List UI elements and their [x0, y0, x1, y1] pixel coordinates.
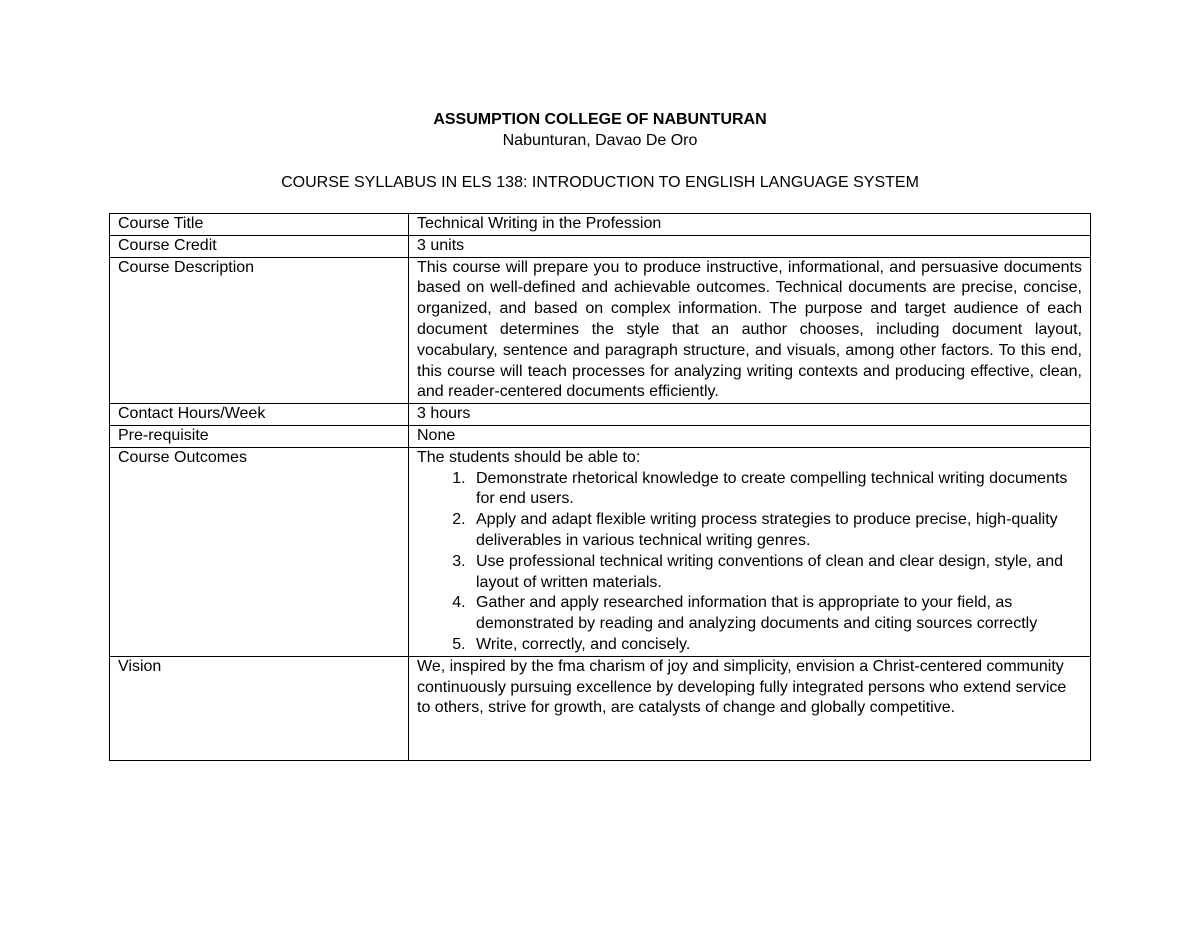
table-row	[110, 235, 1091, 257]
list-item: 2. Apply and adapt flexible writing process strategies to produce precise, high-quality deliverables in various technical writing genres.	[470, 510, 1082, 552]
course-title-value: Technical Writing in the Profession	[409, 214, 1091, 236]
vision-label: Vision	[110, 656, 409, 760]
outcomes-list	[417, 469, 1082, 656]
course-outcomes-label: Course Outcomes	[110, 447, 409, 656]
prerequisite-label: Pre-requisite	[110, 425, 409, 447]
list-item: 5. Write, correctly, and concisely.	[470, 635, 1082, 656]
list-item: 3. Use professional technical writing conventions of clean and clear design, style, and layout of written materials.	[470, 552, 1082, 594]
list-item: 1. Demonstrate rhetorical knowledge to create compelling technical writing documents for end users.	[470, 469, 1082, 511]
table-row	[110, 257, 1091, 404]
course-description-value: This course will prepare you to produce instructive, informational, and persuasive documents based on well-defined and achievable outcomes. Technical documents are precise, concise, organized, and based on complex information. The purpose and target audience of each document determines the style that an author chooses, including document layout, vocabulary, sentence and paragraph structure, and visuals, among other factors. To this end, this course will teach processes for analyzing writing contexts and producing effective, clean, and reader-centered documents efficiently.	[409, 257, 1091, 404]
table-row	[110, 404, 1091, 426]
syllabus-title: COURSE SYLLABUS IN ELS 138: INTRODUCTION TO ENGLISH LANGUAGE SYSTEM	[281, 174, 919, 191]
vision-value: We, inspired by the fma charism of joy and simplicity, envision a Christ-centered community continuously pursuing excellence by developing fully integrated persons who extend service to others, strive for growth, are catalysts of change and globally competitive.	[409, 656, 1091, 760]
prerequisite-value: None	[409, 425, 1091, 447]
syllabus-table	[109, 213, 1091, 761]
table-row	[110, 447, 1091, 656]
contact-hours-label: Contact Hours/Week	[110, 404, 409, 426]
list-item: 4. Gather and apply researched information that is appropriate to your field, as demonstrated by reading and analyzing documents and citing sources correctly	[470, 593, 1082, 635]
course-outcomes-cell	[409, 447, 1091, 656]
table-row	[110, 656, 1091, 760]
college-name: ASSUMPTION COLLEGE OF NABUNTURAN	[433, 111, 767, 128]
table-row	[110, 214, 1091, 236]
outcomes-intro: The students should be able to:	[417, 448, 641, 466]
course-credit-value: 3 units	[409, 235, 1091, 257]
table-row	[110, 425, 1091, 447]
document-header	[0, 109, 1200, 151]
contact-hours-value: 3 hours	[409, 404, 1091, 426]
course-credit-label: Course Credit	[110, 235, 409, 257]
course-title-label: Course Title	[110, 214, 409, 236]
course-description-label: Course Description	[110, 257, 409, 404]
college-location: Nabunturan, Davao De Oro	[502, 132, 698, 149]
